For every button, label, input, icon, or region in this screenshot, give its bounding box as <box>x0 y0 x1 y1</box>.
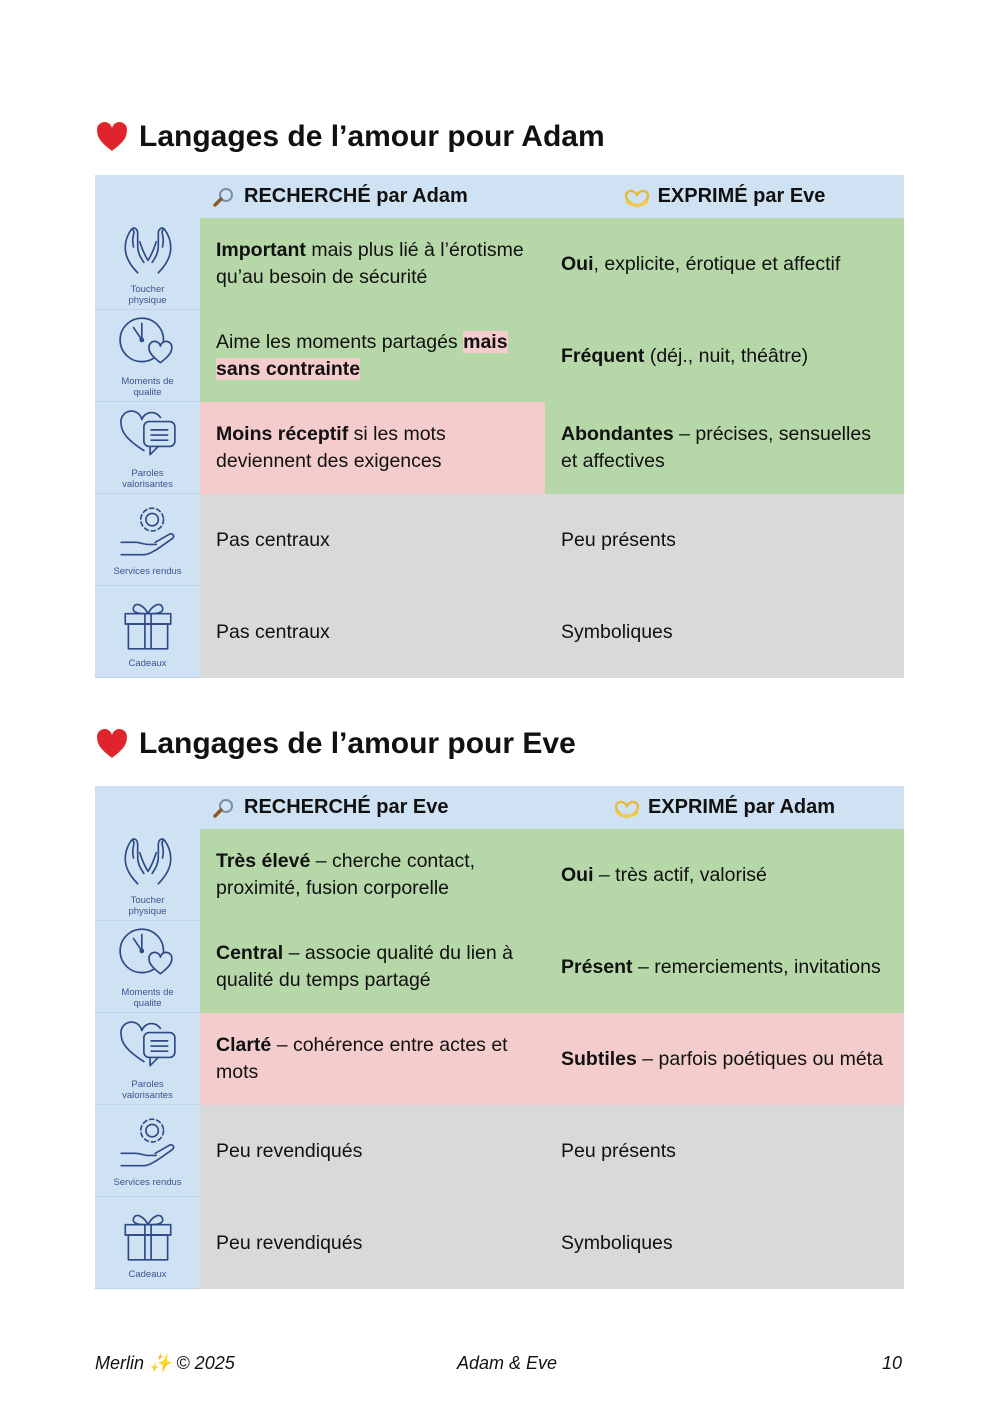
column-header-expressed <box>545 786 904 829</box>
cell-text: Central <box>216 942 284 964</box>
cell-text: Fréquent <box>561 344 645 367</box>
section-title <box>95 727 576 761</box>
love-languages-table <box>95 175 904 678</box>
cell-text: Clarté <box>216 1034 272 1056</box>
heart-speech-icon <box>117 1016 179 1079</box>
row-category <box>95 494 200 586</box>
sought-cell <box>200 829 545 921</box>
expressed-cell <box>545 921 904 1013</box>
cell-text: Aime les moments partagés <box>216 331 464 353</box>
footer-title: Adam & Eve <box>457 1353 558 1373</box>
column-header-label: EXPRIMÉ par Adam <box>647 796 836 818</box>
category-label: Moments de qualite <box>121 987 174 1009</box>
cell-text: (déj., nuit, théâtre) <box>644 344 809 367</box>
cell-text: Subtiles <box>561 1047 637 1070</box>
footer-author: Merlin ✨ © 2025 <box>95 1353 235 1373</box>
cell-text: – associe qualité du lien à qualité du temps partagé <box>216 942 514 991</box>
heart-icon <box>95 727 129 761</box>
cell-text: – cohérence entre actes et mots <box>216 1034 508 1083</box>
section-title-text: Langages de l’amour pour Adam <box>139 120 605 153</box>
expressed-cell <box>545 1013 904 1105</box>
clock-heart-icon <box>117 924 179 987</box>
cell-text: Symboliques <box>561 620 673 643</box>
sought-cell <box>200 494 545 586</box>
gift-icon <box>117 595 179 658</box>
hands-icon <box>117 221 179 284</box>
table-row <box>95 402 904 494</box>
cell-text: Oui <box>561 252 594 275</box>
table-row <box>95 921 904 1013</box>
column-header-expressed <box>545 175 904 218</box>
cell-text: Très élevé <box>216 850 311 872</box>
section-title-text: Langages de l’amour pour Eve <box>139 727 576 760</box>
cell-text: – cherche contact, proximité, fusion corporelle <box>216 850 476 899</box>
cell-text: Oui <box>561 863 594 886</box>
table-row <box>95 1013 904 1105</box>
expressed-cell <box>545 494 904 586</box>
cell-text: mais sans contrainte <box>216 331 508 380</box>
cell-text: , explicite, érotique et affectif <box>593 252 841 275</box>
cell-text: Peu revendiqués <box>216 1231 363 1254</box>
heart-hands-icon <box>614 798 640 818</box>
sought-cell <box>200 1013 545 1105</box>
category-label: Paroles valorisantes <box>122 1079 173 1101</box>
category-label: Services rendus <box>113 565 182 577</box>
cell-text: Moins réceptif <box>216 423 349 445</box>
sought-cell <box>200 1197 545 1289</box>
cell-text: – précises, sensuelles et affectives <box>561 423 871 472</box>
expressed-cell <box>545 829 904 921</box>
sought-cell <box>200 402 545 494</box>
column-header-label: RECHERCHÉ par Eve <box>244 796 449 818</box>
expressed-cell <box>545 218 904 310</box>
table-row <box>95 218 904 310</box>
magnifier-icon <box>212 797 236 819</box>
heart-speech-icon <box>117 405 179 468</box>
heart-icon <box>95 120 129 154</box>
column-header-sought <box>200 175 545 218</box>
category-label: Toucher physique <box>128 895 167 917</box>
hands-icon <box>117 832 179 895</box>
category-label: Cadeaux <box>128 1268 167 1280</box>
row-category <box>95 829 200 921</box>
category-label: Moments de qualite <box>121 376 174 398</box>
expressed-cell <box>545 310 904 402</box>
hand-gear-icon <box>117 503 179 566</box>
cell-text: – remerciements, invitations <box>632 955 881 978</box>
cell-text: Abondantes <box>561 423 674 445</box>
expressed-cell <box>545 586 904 678</box>
hand-gear-icon <box>117 1114 179 1177</box>
sought-cell <box>200 921 545 1013</box>
column-header-sought <box>200 786 545 829</box>
sought-cell <box>200 586 545 678</box>
cell-text: mais plus lié à l’érotisme qu’au besoin de sécurité <box>216 239 524 288</box>
category-label: Toucher physique <box>128 284 167 306</box>
table-row <box>95 494 904 586</box>
love-languages-table <box>95 786 904 1289</box>
row-category <box>95 586 200 678</box>
cell-text: Symboliques <box>561 1231 673 1254</box>
row-category <box>95 1105 200 1197</box>
table-row <box>95 1197 904 1289</box>
table-row <box>95 1105 904 1197</box>
gift-icon <box>117 1206 179 1269</box>
column-header-label: RECHERCHÉ par Adam <box>244 185 468 207</box>
cell-text: Pas centraux <box>216 528 330 551</box>
category-label: Paroles valorisantes <box>122 468 173 490</box>
table-header <box>95 786 904 829</box>
expressed-cell <box>545 402 904 494</box>
category-label: Cadeaux <box>128 657 167 669</box>
category-label: Services rendus <box>113 1176 182 1188</box>
sought-cell <box>200 218 545 310</box>
cell-text: – parfois poétiques ou méta <box>636 1047 883 1070</box>
cell-text: Peu présents <box>561 1139 676 1162</box>
section-title <box>95 120 605 154</box>
row-category <box>95 402 200 494</box>
row-category <box>95 310 200 402</box>
sought-cell <box>200 310 545 402</box>
table-row <box>95 586 904 678</box>
cell-text: Pas centraux <box>216 620 330 643</box>
heart-hands-icon <box>624 187 650 207</box>
table-header <box>95 175 904 218</box>
table-row <box>95 829 904 921</box>
row-category <box>95 1013 200 1105</box>
expressed-cell <box>545 1105 904 1197</box>
row-category <box>95 921 200 1013</box>
row-category <box>95 218 200 310</box>
expressed-cell <box>545 1197 904 1289</box>
sought-cell <box>200 1105 545 1197</box>
cell-text: Peu revendiqués <box>216 1139 363 1162</box>
page-number: 10 <box>881 1353 902 1373</box>
clock-heart-icon <box>117 313 179 376</box>
cell-text: Important <box>216 239 306 261</box>
cell-text: si les mots deviennent des exigences <box>216 423 446 472</box>
cell-text: – très actif, valorisé <box>593 863 767 886</box>
magnifier-icon <box>212 186 236 208</box>
cell-text: Peu présents <box>561 528 676 551</box>
table-row <box>95 310 904 402</box>
row-category <box>95 1197 200 1289</box>
cell-text: Présent <box>561 955 633 978</box>
column-header-label: EXPRIMÉ par Eve <box>657 185 826 207</box>
